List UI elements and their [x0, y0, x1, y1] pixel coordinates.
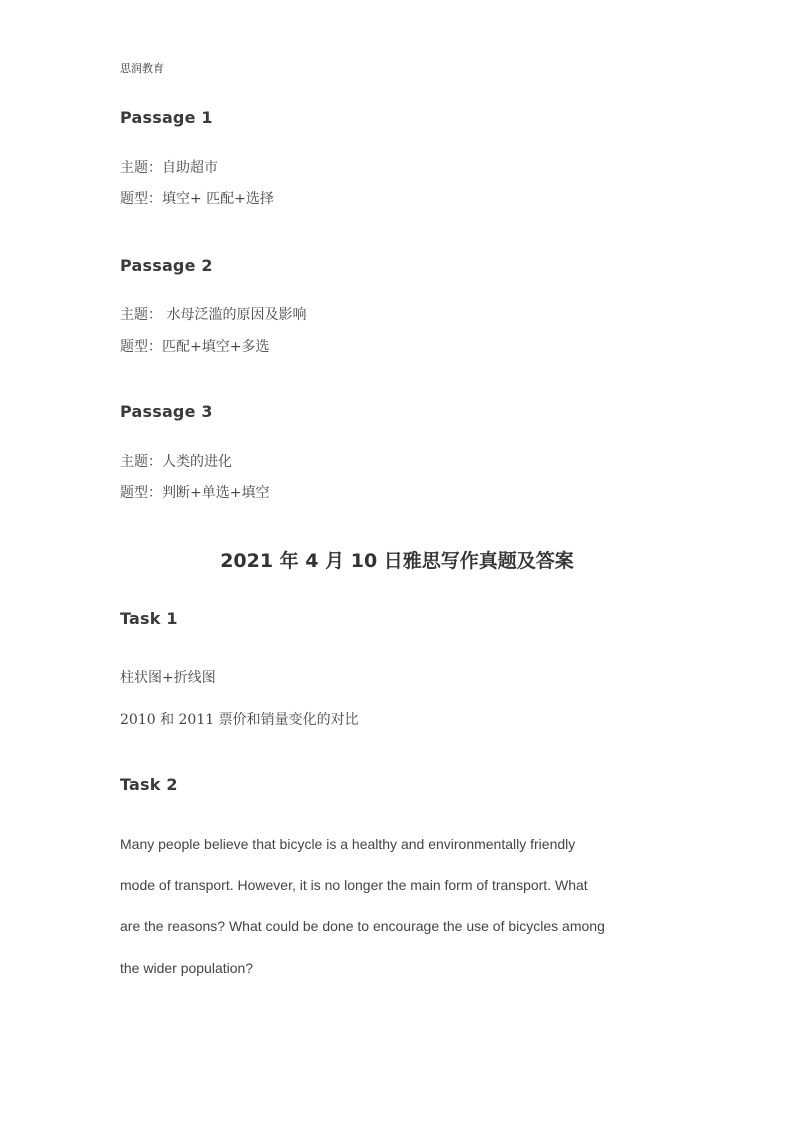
passage-2-types: 题型：匹配+填空+多选 [120, 339, 270, 355]
passage-3-heading: Passage 3 [120, 402, 213, 421]
task-2-prompt-line-3: are the reasons? What could be done to encourage the use of bicycles among [120, 918, 605, 934]
task-2-prompt-line-2: mode of transport. However, it is no longer the main form of transport. What [120, 877, 588, 893]
passage-3-topic: 主题：人类的进化 [120, 454, 232, 470]
task-2-prompt-line-4: the wider population? [120, 960, 254, 976]
header-brand: 思润教育 [120, 62, 164, 75]
passage-1-types: 题型：填空+ 匹配+选择 [120, 191, 274, 207]
passage-1-heading: Passage 1 [120, 108, 213, 127]
task-1-heading: Task 1 [120, 609, 178, 628]
writing-section-title: 2021 年 4 月 10 日雅思写作真题及答案 [220, 550, 574, 572]
task-1-chart-type: 柱状图+折线图 [120, 670, 216, 686]
passage-1-topic: 主题：自助超市 [120, 160, 218, 176]
task-2-prompt-line-1: Many people believe that bicycle is a healthy and environmentally friendly [120, 836, 576, 852]
passage-3-types: 题型：判断+单选+填空 [120, 485, 270, 501]
task-2-heading: Task 2 [120, 775, 178, 794]
passage-2-topic: 主题： 水母泛滥的原因及影响 [120, 307, 307, 323]
task-1-description: 2010 和 2011 票价和销量变化的对比 [120, 712, 359, 728]
passage-2-heading: Passage 2 [120, 256, 213, 275]
